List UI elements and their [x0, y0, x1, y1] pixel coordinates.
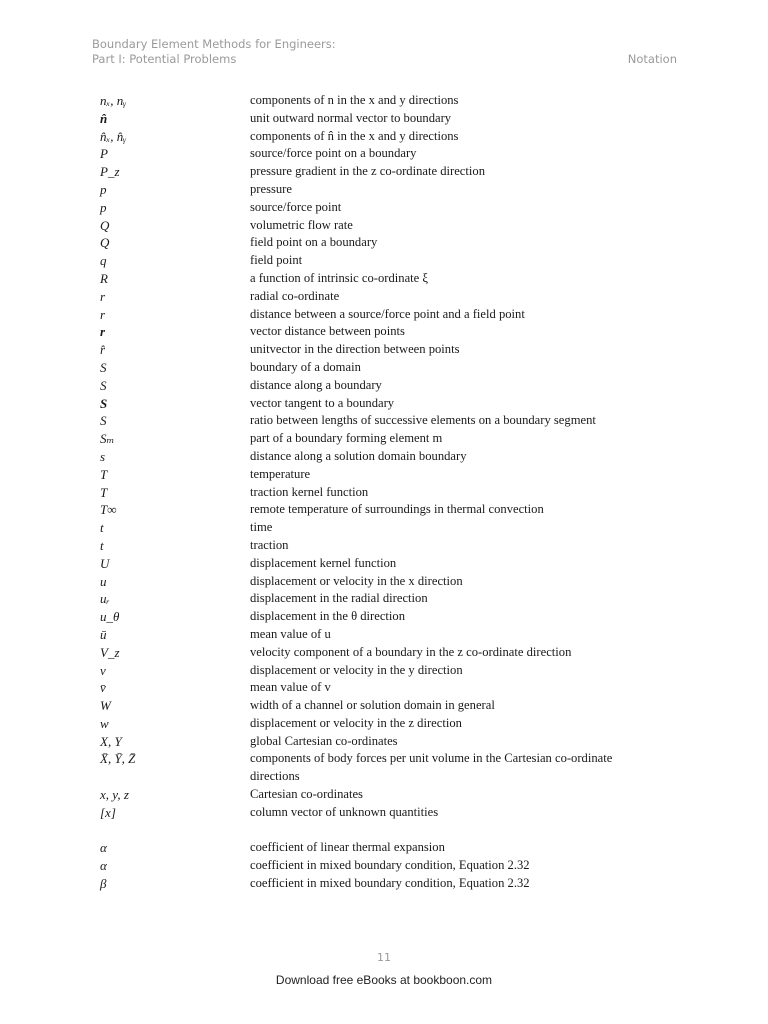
notation-list — [100, 92, 680, 893]
footer-download-text: Download free eBooks at bookboon.com — [275, 973, 493, 987]
notation-symbol: X, Y — [100, 733, 122, 749]
notation-description: coefficient in mixed boundary condition, Equation 2.32 — [250, 876, 530, 891]
notation-description: ratio between lengths of successive elements on a boundary segment — [250, 413, 596, 428]
notation-description: unitvector in the direction between points — [250, 342, 460, 357]
notation-row — [100, 412, 680, 430]
notation-symbol: α — [100, 840, 107, 856]
notation-description: vector tangent to a boundary — [250, 395, 395, 410]
notation-symbol: P — [100, 146, 108, 162]
notation-symbol: T — [100, 484, 108, 500]
notation-symbol: p — [100, 181, 107, 197]
notation-symbol: n̂ — [100, 110, 108, 126]
notation-description: remote temperature of surroundings in thermal convection — [250, 502, 544, 517]
notation-description: part of a boundary forming element m — [250, 431, 443, 446]
notation-description: Cartesian co-ordinates — [250, 787, 363, 802]
notation-description: distance along a boundary — [250, 377, 382, 392]
notation-row — [100, 448, 680, 466]
notation-symbol: t — [100, 537, 104, 553]
notation-row — [100, 537, 680, 555]
notation-description: coefficient in mixed boundary condition, Equation 2.32 — [250, 858, 530, 873]
notation-row — [100, 750, 680, 768]
notation-row — [100, 786, 680, 804]
notation-row — [100, 288, 680, 306]
notation-description: traction — [250, 537, 289, 552]
notation-description: field point — [250, 253, 303, 268]
notation-symbol: S — [100, 359, 107, 375]
notation-symbol: R — [100, 270, 108, 286]
notation-description: distance between a source/force point and a field point — [250, 306, 525, 321]
notation-description: velocity component of a boundary in the z co-ordinate direction — [250, 644, 572, 659]
notation-row — [100, 697, 680, 715]
notation-symbol: S — [100, 377, 107, 393]
notation-symbol: uᵣ — [100, 591, 110, 607]
notation-row — [100, 484, 680, 502]
notation-symbol: X̄, Ȳ, Z̄ — [100, 751, 136, 767]
notation-description: displacement in the radial direction — [250, 591, 428, 606]
notation-symbol: r̂ — [100, 342, 106, 358]
notation-row — [100, 359, 680, 377]
notation-row — [100, 768, 680, 786]
notation-row — [100, 715, 680, 733]
notation-symbol: [x] — [100, 804, 116, 820]
notation-symbol: S — [100, 413, 107, 429]
notation-row — [100, 199, 680, 217]
notation-description: temperature — [250, 466, 311, 481]
notation-symbol: w — [100, 715, 109, 731]
notation-row — [100, 822, 680, 840]
notation-row — [100, 501, 680, 519]
notation-description: source/force point — [250, 199, 342, 214]
notation-row — [100, 466, 680, 484]
notation-row — [100, 341, 680, 359]
notation-row — [100, 163, 680, 181]
page-number: 11 — [377, 951, 391, 964]
notation-description: mean value of u — [250, 626, 331, 641]
notation-row — [100, 306, 680, 324]
notation-description: vector distance between points — [250, 324, 405, 339]
notation-symbol: U — [100, 555, 110, 571]
notation-symbol: s — [100, 448, 106, 464]
notation-symbol: q — [100, 253, 107, 269]
notation-symbol: V_z — [100, 644, 120, 660]
notation-description: displacement in the θ direction — [250, 609, 406, 624]
notation-row — [100, 128, 680, 146]
notation-symbol: T — [100, 466, 108, 482]
notation-description: a function of intrinsic co-ordinate ξ — [250, 270, 429, 285]
notation-description: time — [250, 520, 273, 535]
notation-symbol: r — [100, 288, 106, 304]
notation-description: coefficient of linear thermal expansion — [250, 840, 445, 855]
notation-description: distance along a solution domain boundary — [250, 448, 467, 463]
notation-description: radial co-ordinate — [250, 288, 340, 303]
notation-symbol: Sₘ — [100, 431, 115, 447]
notation-symbol: S — [100, 395, 108, 411]
notation-description: components of n̂ in the x and y directions — [250, 128, 459, 143]
notation-description: directions — [250, 769, 300, 784]
notation-description: displacement or velocity in the x direction — [250, 573, 463, 588]
notation-symbol: P_z — [100, 164, 120, 180]
notation-row — [100, 662, 680, 680]
notation-description: displacement or velocity in the y direction — [250, 662, 463, 677]
notation-row — [100, 110, 680, 128]
notation-row — [100, 875, 680, 893]
notation-row — [100, 181, 680, 199]
section-title: Notation — [627, 52, 677, 66]
notation-symbol: W — [100, 698, 111, 714]
notation-description: mean value of v — [250, 680, 331, 695]
notation-row — [100, 92, 680, 110]
notation-symbol: u — [100, 573, 107, 589]
book-title: Boundary Element Methods for Engineers: — [92, 37, 336, 51]
notation-description: displacement or velocity in the z direction — [250, 715, 462, 730]
notation-description: volumetric flow rate — [250, 217, 353, 232]
notation-description: boundary of a domain — [250, 359, 361, 374]
notation-description: field point on a boundary — [250, 235, 378, 250]
notation-row — [100, 323, 680, 341]
notation-row — [100, 217, 680, 235]
notation-row — [100, 555, 680, 573]
notation-row — [100, 608, 680, 626]
notation-row — [100, 395, 680, 413]
notation-description: traction kernel function — [250, 484, 369, 499]
notation-row — [100, 270, 680, 288]
notation-row — [100, 626, 680, 644]
notation-symbol: nₓ, nᵧ — [100, 93, 127, 108]
notation-description: unit outward normal vector to boundary — [250, 110, 452, 125]
notation-row — [100, 644, 680, 662]
notation-symbol: α — [100, 858, 107, 874]
notation-row — [100, 430, 680, 448]
notation-symbol: r — [100, 306, 106, 322]
notation-row — [100, 857, 680, 875]
notation-symbol: n̂ₓ, n̂ᵧ — [100, 128, 127, 144]
notation-row — [100, 145, 680, 163]
notation-description: source/force point on a boundary — [250, 146, 417, 161]
notation-description: width of a channel or solution domain in general — [250, 698, 495, 713]
notation-symbol: β — [100, 876, 107, 892]
notation-symbol: u_θ — [100, 609, 120, 625]
notation-description: pressure — [250, 181, 292, 196]
notation-symbol: T∞ — [100, 502, 117, 518]
notation-symbol: Q — [100, 217, 110, 233]
notation-description: pressure gradient in the z co-ordinate direction — [250, 164, 485, 179]
notation-row — [100, 839, 680, 857]
notation-row — [100, 252, 680, 270]
notation-row — [100, 804, 680, 822]
notation-description: components of n in the x and y directions — [250, 93, 459, 107]
notation-symbol: x, y, z — [100, 787, 129, 803]
part-title: Part I: Potential Problems — [92, 52, 237, 66]
notation-row — [100, 733, 680, 751]
notation-symbol: r — [100, 324, 106, 340]
notation-symbol: v — [100, 662, 106, 678]
notation-row — [100, 519, 680, 537]
notation-row — [100, 234, 680, 252]
notation-row — [100, 573, 680, 591]
notation-description: global Cartesian co-ordinates — [250, 733, 398, 748]
notation-description: components of body forces per unit volume in the Cartesian co-ordinate — [250, 751, 613, 766]
running-header — [92, 37, 677, 67]
notation-symbol: p — [100, 199, 107, 215]
notation-description: column vector of unknown quantities — [250, 804, 439, 819]
notation-symbol: t — [100, 520, 104, 536]
notation-description: displacement kernel function — [250, 555, 397, 570]
notation-symbol: ū — [100, 626, 107, 642]
notation-symbol: Q — [100, 235, 110, 251]
notation-row — [100, 590, 680, 608]
notation-symbol: v̄ — [100, 680, 106, 696]
notation-row — [100, 679, 680, 697]
notation-row — [100, 377, 680, 395]
